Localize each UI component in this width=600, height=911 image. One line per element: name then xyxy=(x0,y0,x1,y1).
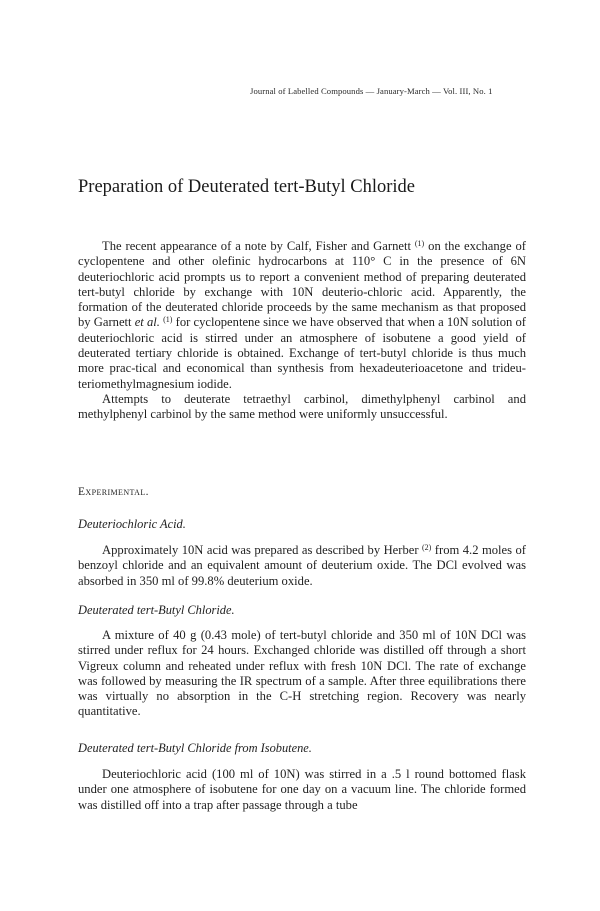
intro-text-1: The recent appearance of a note by Calf, Fisher and Garnett xyxy=(102,239,415,253)
section-paragraph: A mixture of 40 g (0.43 mole) of tert-butyl chloride and 350 ml of 10N DCl was stirred under reflux for 24 hours. Exchanged chloride was distilled off through a short Vigreux column and reheated under reflux with fresh 10N DCl. The rate of exchange was followed by measuring the IR spectrum of a sample. After three equilibrations there was virtually no absorption in the C-H stretching region. Recovery was nearly quantitative. xyxy=(78,628,526,719)
reference-marker: (2) xyxy=(422,543,432,552)
section-paragraph: Deuteriochloric acid (100 ml of 10N) was stirred in a .5 l round bottomed flask under one atmosphere of isobutene for one day on a vacuum line. The chloride formed was distilled off into a trap after passage through a tube xyxy=(78,767,526,812)
reference-marker: (1) xyxy=(414,239,425,248)
article-title: Preparation of Deuterated tert-Butyl Chloride xyxy=(78,177,416,197)
subsection-heading-deuteriochloric-acid: Deuteriochloric Acid. xyxy=(78,517,186,531)
intro-section xyxy=(78,239,526,423)
reference-marker: (1) xyxy=(163,315,173,325)
intro-paragraph xyxy=(78,239,526,392)
subsection-heading-from-isobutene: Deuterated tert-Butyl Chloride from Isobutene. xyxy=(78,741,312,755)
subsection-heading-deuterated-chloride: Deuterated tert-Butyl Chloride. xyxy=(78,603,235,617)
section-paragraph xyxy=(78,543,526,589)
subsection-body-deuterated-chloride xyxy=(78,628,526,720)
intro-text-3: for cyclopentene since we have observed that when a 10N solution of deuteriochloric acid is stirred under an atmosphere of isobutene a good yield of deuterated tertiary chloride is obtained. Exchange of tert-butyl chloride is thus much more prac-tical and economical than synthesis from hexadeuterioacetone and trideu-teriomethylmagnesium iodide. xyxy=(78,315,527,391)
et-al: et al. xyxy=(134,315,160,330)
section-text-1: Approximately 10N acid was prepared as described by Herber xyxy=(102,543,423,557)
experimental-heading: Experimental. xyxy=(78,486,149,498)
intro-paragraph-2: Attempts to deuterate tetraethyl carbinol, dimethylphenyl carbinol and methylphenyl carbinol by the same method were uniformly unsuccessful. xyxy=(78,391,526,422)
section-text-2: from 4.2 moles of benzoyl chloride and an equivalent amount of deuterium oxide. The DCl evolved was absorbed in 350 ml of 99.8% deuterium oxide. xyxy=(78,543,526,588)
subsection-body-from-isobutene xyxy=(78,767,526,813)
intro-text-2: on the exchange of cyclopentene and other olefinic hydrocarbons at 110° C in the presence of 6N deuteriochloric acid prompts us to report a convenient method of preparing deuterated tert-butyl chloride by exchange with 10N deuterio-chloric acid. Apparently, the formation of the deuterated chloride proceeds by the same mechanism as that proposed by Garnett xyxy=(78,239,526,330)
running-head: Journal of Labelled Compounds — January-March — Vol. III, No. 1 xyxy=(250,86,493,96)
subsection-body-deuteriochloric-acid xyxy=(78,543,526,589)
